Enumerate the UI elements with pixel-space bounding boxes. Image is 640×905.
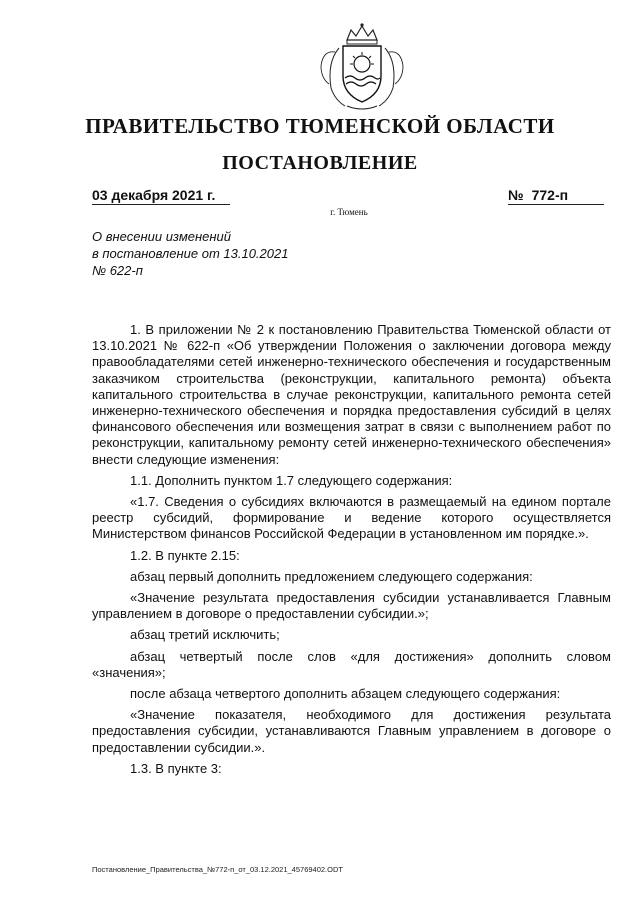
body-paragraph: «1.7. Сведения о субсидиях включаются в размещаемый на едином портале реестр субсидий, формирование и ведение которого осуществляется Министерством финансов Российской Федерации в установленном им порядке.». (92, 494, 611, 542)
body-paragraph: «Значение показателя, необходимого для достижения результата предоставления субсидии, устанавливаются Главным управлением в договоре о предоставлении субсидии.». (92, 707, 611, 755)
document-type: ПОСТАНОВЛЕНИЕ (222, 152, 418, 174)
footer-filename: Постановление_Правительства_№772-п_от_03.12.2021_45769402.ODT (92, 865, 343, 874)
body-paragraph: после абзаца четвертого дополнить абзацем следующего содержания: (130, 686, 561, 702)
document-body (92, 322, 611, 782)
document-number-block (508, 187, 604, 205)
body-paragraph: 1. В приложении № 2 к постановлению Правительства Тюменской области от 13.10.2021 № 622-п «Об утверждении Положения о заключении договора между правообладателями сетей инженерно-технического обеспечения и государственным заказчиком строительства (реконструкции, капитального ремонта) объекта капитального строительства в случае реконструкции, капитального ремонта сетей инженерно-технического обеспечения и порядка предоставления субсидий в целях финансового обеспечения или возмещения затрат в связи с выполнением работ по реконструкции, капитальному ремонту сетей инженерно-технического обеспечения» внести следующие изменения: (92, 322, 611, 467)
document-number: 772-п (531, 187, 569, 203)
subject-line: в постановление от 13.10.2021 (92, 246, 289, 261)
body-paragraph: абзац первый дополнить предложением следующего содержания: (130, 568, 533, 584)
subject-line: № 622-п (92, 263, 143, 278)
government-title: ПРАВИТЕЛЬСТВО ТЮМЕНСКОЙ ОБЛАСТИ (85, 114, 555, 138)
body-paragraph: «Значение результата предоставления субсидии устанавливается Главным управлением в договоре о предоставлении субсидии.»; (92, 590, 611, 622)
city-label: г. Тюмень (330, 207, 368, 217)
subject-line: О внесении изменений (92, 229, 231, 244)
body-paragraph: абзац четвертый после слов «для достижения» дополнить словом «значения»; (92, 648, 611, 680)
document-subject (92, 228, 352, 279)
body-paragraph: абзац третий исключить; (130, 627, 280, 643)
body-paragraph: 1.3. В пункте 3: (130, 760, 222, 776)
body-paragraph: 1.1. Дополнить пунктом 1.7 следующего содержания: (130, 472, 453, 488)
number-sign: № (508, 187, 524, 203)
body-paragraph: 1.2. В пункте 2.15: (130, 547, 240, 563)
document-date: 03 декабря 2021 г. (92, 187, 230, 205)
coat-of-arms-icon (317, 22, 407, 112)
